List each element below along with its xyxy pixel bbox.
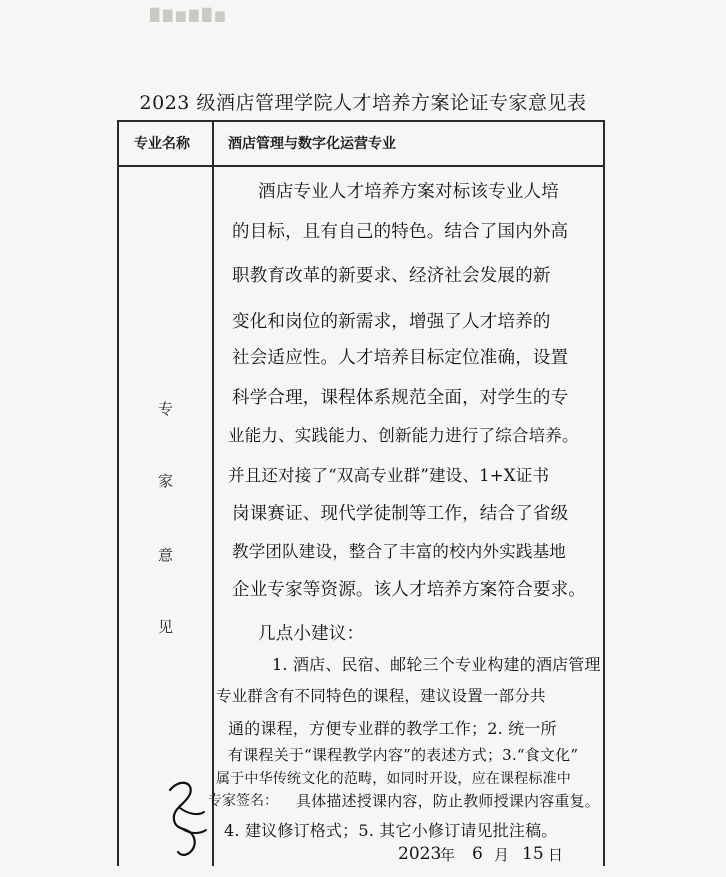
bleed-through-mark: █ ▇ ▆ ▇ █ ▆ <box>150 8 225 22</box>
side-label-char: 见 <box>158 618 174 636</box>
document-title: 2023 级酒店管理学院人才培养方案论证专家意见表 <box>139 92 587 114</box>
opinion-line: 职教育改革的新要求、经济社会发展的新 <box>232 266 551 286</box>
major-label: 专业名称 <box>134 136 190 152</box>
opinion-line: 1. 酒店、民宿、邮轮三个专业构建的酒店管理 <box>272 655 601 674</box>
signature-label: 专家签名： <box>208 793 278 809</box>
opinion-line: 的目标，且有自己的特色。结合了国内外高 <box>232 222 569 242</box>
opinion-line: 并且还对接了“双高专业群”建设、1+X证书 <box>228 466 550 485</box>
column-divider <box>212 120 214 866</box>
date-year: 2023 <box>398 844 442 864</box>
opinion-line: 变化和岗位的新需求，增强了人才培养的 <box>232 312 551 332</box>
side-label-char: 意 <box>158 546 174 564</box>
side-label-char: 家 <box>158 472 174 490</box>
opinion-line: 属于中华传统文化的范畴，如同时开设，应在课程标准中 <box>216 771 571 787</box>
major-value: 酒店管理与数字化运营专业 <box>228 136 396 152</box>
opinion-line: 专业群含有不同特色的课程，建议设置一部分共 <box>216 687 546 705</box>
date-year-label: 年 <box>440 846 456 864</box>
side-label-char: 专 <box>158 400 174 418</box>
opinion-line: 酒店专业人才培养方案对标该专业人培 <box>258 182 559 202</box>
opinion-line: 具体描述授课内容，防止教师授课内容重复。 <box>296 792 601 810</box>
opinion-line: 有课程关于“课程教学内容”的表述方式；3.“食文化” <box>228 746 579 764</box>
table-top-border <box>117 120 604 122</box>
opinion-line: 社会适应性。人才培养目标定位准确，设置 <box>232 348 569 368</box>
opinion-line: 几点小建议： <box>258 624 365 644</box>
date-day: 15 <box>522 844 544 864</box>
opinion-line: 科学合理，课程体系规范全面，对学生的专 <box>232 388 569 408</box>
opinion-line: 岗课赛证、现代学徒制等工作，结合了省级 <box>232 504 569 524</box>
table-right-border <box>603 120 605 866</box>
date-day-label: 日 <box>548 846 564 864</box>
table-left-border <box>117 120 119 866</box>
opinion-line: 通的课程，方便专业群的教学工作；2. 统一所 <box>228 719 557 738</box>
opinion-line: 企业专家等资源。该人才培养方案符合要求。 <box>232 580 586 600</box>
opinion-line: 4. 建议修订格式；5. 其它小修订请见批注稿。 <box>224 821 558 840</box>
opinion-line: 教学团队建设，整合了丰富的校内外实践基地 <box>232 542 566 561</box>
date-month: 6 <box>472 844 483 864</box>
handwritten-signature <box>150 768 210 868</box>
date-month-label: 月 <box>494 846 510 864</box>
opinion-line: 业能力、实践能力、创新能力进行了综合培养。 <box>228 426 579 445</box>
header-row-divider <box>117 165 604 167</box>
